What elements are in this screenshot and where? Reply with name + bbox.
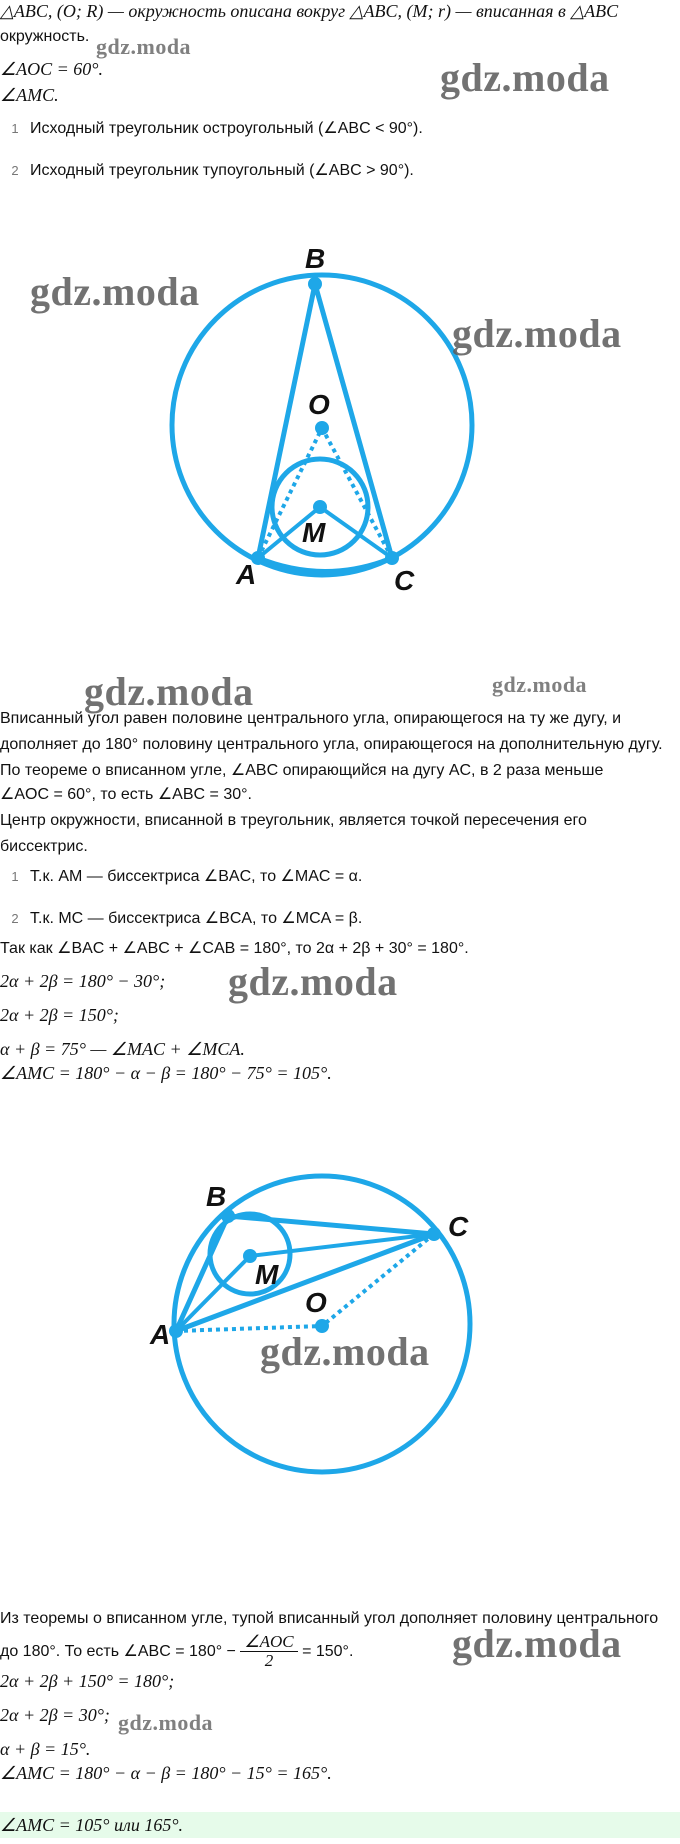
figure-2 bbox=[0, 1150, 680, 1480]
label-o-2: O bbox=[305, 1287, 327, 1318]
watermark: gdz.moda bbox=[96, 34, 192, 59]
intro-line-2: окружность. bbox=[0, 28, 90, 45]
sol1-item-2-num: 2 bbox=[11, 911, 19, 926]
sol1-line-10: α + β = 75° — ∠MAC + ∠MCA. bbox=[0, 1039, 245, 1059]
label-b-2: B bbox=[206, 1181, 227, 1212]
sol1-item-2-text: Т.к. MC — биссектриса ∠BCA, то ∠MCA = β. bbox=[30, 910, 363, 927]
label-b: B bbox=[305, 243, 326, 274]
label-c: C bbox=[394, 565, 415, 596]
case-2-num: 2 bbox=[11, 163, 19, 178]
sol1-line-5: Центр окружности, вписанной в треугольник, является точкой пересечения его bbox=[0, 812, 587, 829]
point-o bbox=[315, 421, 329, 435]
given: ∠AOC = 60°. bbox=[0, 59, 103, 79]
watermark: gdz.moda bbox=[30, 269, 200, 314]
sol2-line-2b: = 150°. bbox=[302, 1643, 354, 1660]
sol2-line-6: ∠AMC = 180° − α − β = 180° − 15° = 165°. bbox=[0, 1763, 332, 1783]
sol1-item-1-num: 1 bbox=[11, 869, 19, 884]
label-m-2: M bbox=[255, 1259, 279, 1290]
sol2-line-5: α + β = 15°. bbox=[0, 1739, 91, 1759]
sol2-line-1: Из теоремы о вписанном угле, тупой вписанный угол дополняет половину центрального bbox=[0, 1610, 659, 1627]
watermark: gdz.moda bbox=[492, 672, 588, 697]
label-o: O bbox=[308, 389, 330, 420]
sol2-line-4: 2α + 2β = 30°; bbox=[0, 1705, 110, 1725]
intro-line-1: △ABC, (O; R) — окружность описана вокруг △ABC, (M; r) — вписанная в △ABC bbox=[0, 1, 619, 21]
sol2-line-2a: до 180°. То есть ∠ABC = 180° − bbox=[0, 1643, 236, 1660]
sol1-line-4: ∠AOC = 60°, то есть ∠ABC = 30°. bbox=[0, 786, 252, 803]
sol1-item-2 bbox=[0, 908, 362, 930]
find: ∠AMC. bbox=[0, 85, 59, 105]
segment-co-2 bbox=[322, 1234, 434, 1326]
watermark: gdz.moda bbox=[452, 1621, 622, 1666]
case-1-num: 1 bbox=[11, 121, 19, 136]
sol1-line-8: 2α + 2β = 180° − 30°; bbox=[0, 971, 166, 991]
case-2 bbox=[0, 160, 414, 182]
point-b bbox=[308, 277, 322, 291]
watermark: gdz.moda bbox=[84, 669, 254, 714]
sol1-line-7: Так как ∠BAC + ∠ABC + ∠CAB = 180°, то 2α + 2β + 30° = 180°. bbox=[0, 940, 469, 957]
watermark: gdz.moda bbox=[118, 1710, 214, 1735]
answer: ∠AMC = 105° или 165°. bbox=[0, 1815, 184, 1835]
point-a-2 bbox=[169, 1324, 183, 1338]
point-m bbox=[313, 500, 327, 514]
label-m: M bbox=[302, 517, 326, 548]
sol1-line-9: 2α + 2β = 150°; bbox=[0, 1005, 119, 1025]
sol1-line-3: По теореме о вписанном угле, ∠ABC опирающийся на дугу AC, в 2 раза меньше bbox=[0, 762, 604, 779]
label-c-2: C bbox=[448, 1211, 469, 1242]
sol1-line-6: биссектрис. bbox=[0, 838, 88, 855]
sol1-line-1: Вписанный угол равен половине центрального угла, опирающегося на ту же дугу, и bbox=[0, 710, 622, 727]
point-c-2 bbox=[427, 1227, 441, 1241]
sol2-line-2 bbox=[0, 1630, 353, 1674]
sol1-line-2: дополняет до 180° половину центрального угла, опирающегося на дополнительную дугу. bbox=[0, 736, 663, 753]
watermark: gdz.moda bbox=[260, 1329, 430, 1374]
sol1-item-1 bbox=[0, 866, 362, 888]
watermark: gdz.moda bbox=[440, 55, 610, 100]
fraction-top: ∠AOC bbox=[240, 1633, 297, 1652]
fraction-aoc-2 bbox=[240, 1633, 297, 1670]
watermark: gdz.moda bbox=[452, 311, 622, 356]
watermark: gdz.moda bbox=[228, 959, 398, 1004]
label-a: A bbox=[236, 559, 257, 590]
case-2-text: Исходный треугольник тупоугольный (∠ABC > 90°). bbox=[30, 162, 414, 179]
case-1 bbox=[0, 118, 423, 140]
case-1-text: Исходный треугольник остроугольный (∠ABC < 90°). bbox=[30, 120, 423, 137]
sol1-item-1-text: Т.к. AM — биссектриса ∠BAC, то ∠MAC = α. bbox=[30, 868, 363, 885]
point-c bbox=[385, 551, 399, 565]
label-a-2: A bbox=[150, 1319, 171, 1350]
fraction-bottom: 2 bbox=[264, 1651, 274, 1671]
sol1-line-11: ∠AMC = 180° − α − β = 180° − 75° = 105°. bbox=[0, 1063, 332, 1083]
sol2-line-3: 2α + 2β + 150° = 180°; bbox=[0, 1671, 175, 1691]
